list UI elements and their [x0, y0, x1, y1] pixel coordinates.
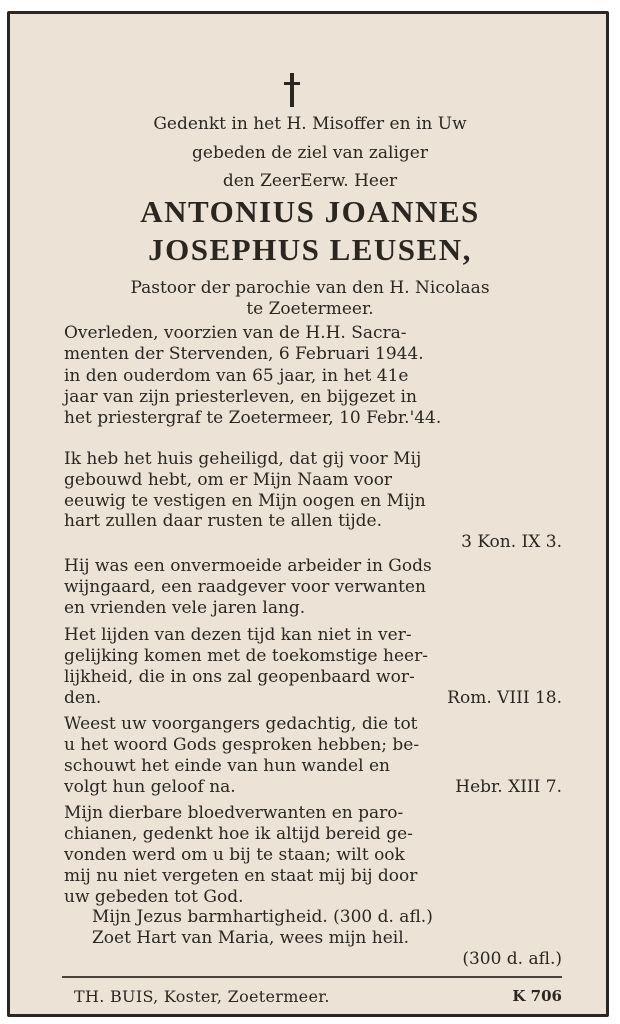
verse-line: gebouwd hebt, om er Mijn Naam voor: [64, 470, 393, 490]
cross-icon: [282, 73, 302, 107]
verse-line: Ik heb het huis geheiligd, dat gij voor Mij: [64, 449, 422, 469]
intro-line: den ZeerEerw. Heer: [222, 171, 398, 191]
verse-line: schouwt het einde van hun wandel en: [64, 756, 390, 776]
function-line: Pastoor der parochie van den H. Nicolaas: [130, 278, 490, 298]
indulgence-prayer: Zoet Hart van Maria, wees mijn heil.: [92, 928, 410, 948]
farewell-line: uw gebeden tot God.: [64, 887, 244, 907]
tribute-line: en vrienden vele jaren lang.: [64, 598, 306, 618]
verse-line: Het lijden van dezen tijd kan niet in ver-: [64, 625, 412, 645]
deceased-name: JOSEPHUS LEUSEN,: [148, 232, 472, 267]
tribute-line: Hij was een onvermoeide arbeider in Gods: [64, 556, 432, 576]
verse-line: lijkheid, die in ons zal geopenbaard wor-: [64, 667, 415, 687]
death-line: jaar van zijn priesterleven, en bijgezet in: [64, 387, 417, 407]
farewell-line: chianen, gedenkt hoe ik altijd bereid ge-: [64, 824, 413, 844]
verse-line: den.: [64, 688, 102, 708]
verse-line: Weest uw voorgangers gedachtig, die tot: [64, 714, 418, 734]
death-line: in den ouderdom van 65 jaar, in het 41e: [64, 366, 409, 386]
farewell-line: Mijn dierbare bloedverwanten en paro-: [64, 803, 404, 823]
scripture-reference: 3 Kon. IX 3.: [461, 532, 562, 552]
verse-line: gelijking komen met de toekomstige heer-: [64, 646, 428, 666]
verse-line: u het woord Gods gesproken hebben; be-: [64, 735, 420, 755]
card-code: K 706: [512, 987, 562, 1005]
verse-line: eeuwig te vestigen en Mijn oogen en Mijn: [64, 491, 426, 511]
death-line: Overleden, voorzien van de H.H. Sacra-: [64, 323, 407, 343]
intro-line: gebeden de ziel van zaliger: [192, 143, 428, 163]
indulgence-prayer: Mijn Jezus barmhartigheid. (300 d. afl.): [92, 907, 433, 927]
farewell-line: mij nu niet vergeten en staat mij bij door: [64, 866, 418, 886]
printer-imprint: TH. BUIS, Koster, Zoetermeer.: [74, 987, 330, 1006]
death-line: menten der Stervenden, 6 Februari 1944.: [64, 344, 424, 364]
verse-line: volgt hun geloof na.: [64, 777, 236, 797]
verse-line: hart zullen daar rusten te allen tijde.: [64, 511, 382, 531]
scripture-reference: Rom. VIII 18.: [447, 688, 562, 708]
deceased-name: ANTONIUS JOANNES: [140, 194, 480, 229]
farewell-line: vonden werd om u bij te staan; wilt ook: [64, 845, 405, 865]
divider: [62, 976, 562, 978]
indulgence-note: (300 d. afl.): [462, 949, 562, 969]
tribute-line: wijngaard, een raadgever voor verwanten: [64, 577, 426, 597]
scripture-reference: Hebr. XIII 7.: [455, 777, 562, 797]
intro-line: Gedenkt in het H. Misoffer en in Uw: [153, 114, 467, 134]
function-line: te Zoetermeer.: [246, 299, 374, 319]
death-line: het priestergraf te Zoetermeer, 10 Febr.'44.: [64, 408, 442, 428]
